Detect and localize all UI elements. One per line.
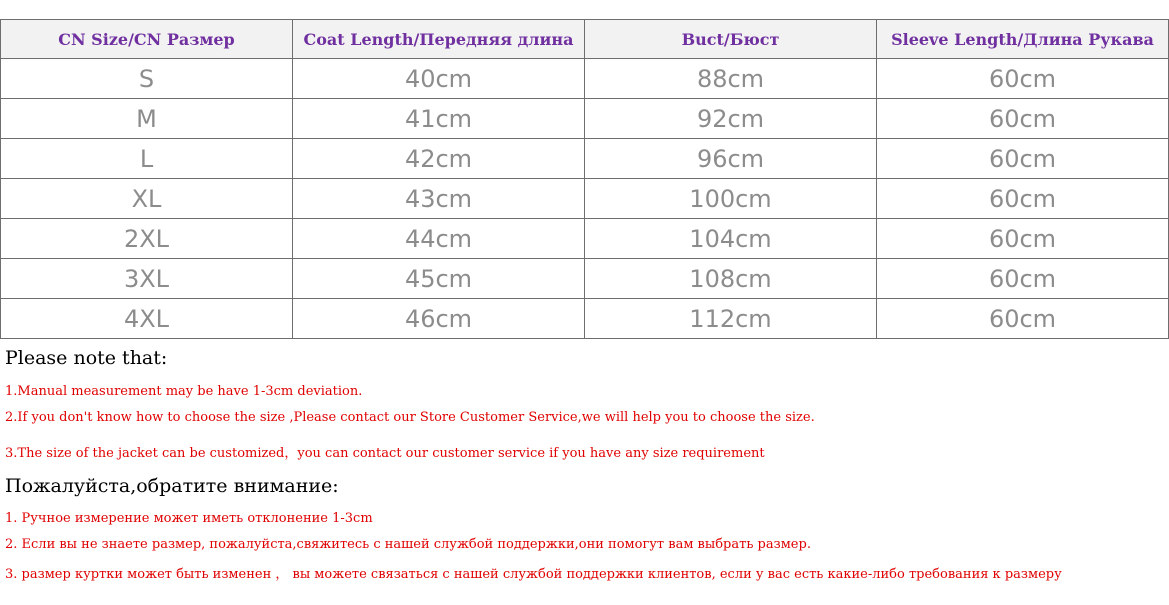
sleeve-length-cell: 60cm — [877, 259, 1169, 299]
bust-cell: 104cm — [585, 219, 877, 259]
table-header-row — [1, 20, 1169, 59]
bust-cell: 88cm — [585, 59, 877, 99]
table-row — [1, 179, 1169, 219]
sleeve-length-cell: 60cm — [877, 219, 1169, 259]
size-cell: 2XL — [1, 219, 293, 259]
size-cell: 3XL — [1, 259, 293, 299]
note-item-russian: 2. Если вы не знаете размер, пожалуйста,свяжитесь с нашей службой поддержки,они помогут вам выбрать размер. — [5, 537, 811, 552]
table-row — [1, 99, 1169, 139]
size-cell: L — [1, 139, 293, 179]
size-cell: 4XL — [1, 299, 293, 339]
sleeve-length-cell: 60cm — [877, 99, 1169, 139]
header-sleeve-length: Sleeve Length/Длина Рукава — [877, 20, 1169, 59]
table-row — [1, 299, 1169, 339]
bust-cell: 112cm — [585, 299, 877, 339]
size-cell: M — [1, 99, 293, 139]
sleeve-length-cell: 60cm — [877, 59, 1169, 99]
size-cell: XL — [1, 179, 293, 219]
bust-cell: 100cm — [585, 179, 877, 219]
coat-length-cell: 46cm — [293, 299, 585, 339]
table-row — [1, 219, 1169, 259]
note-heading-russian: Пожалуйста,обратите внимание: — [5, 475, 339, 497]
size-cell: S — [1, 59, 293, 99]
header-bust: Buct/Бюст — [585, 20, 877, 59]
bust-cell: 96cm — [585, 139, 877, 179]
note-item-english: 2.If you don't know how to choose the size ,Please contact our Store Customer Service,we will help you to choose the size. — [5, 410, 815, 425]
note-item-english: 1.Manual measurement may be have 1-3cm deviation. — [5, 384, 363, 399]
header-coat-length: Coat Length/Передняя длина — [293, 20, 585, 59]
sleeve-length-cell: 60cm — [877, 299, 1169, 339]
table-row — [1, 59, 1169, 99]
sleeve-length-cell: 60cm — [877, 179, 1169, 219]
coat-length-cell: 43cm — [293, 179, 585, 219]
bust-cell: 108cm — [585, 259, 877, 299]
table-row — [1, 259, 1169, 299]
note-item-english: 3.The size of the jacket can be customized，you can contact our customer service if you have any size requirement — [5, 446, 765, 461]
note-heading-english: Please note that: — [5, 347, 168, 369]
header-cn-size: CN Size/CN Размер — [1, 20, 293, 59]
table-row — [1, 139, 1169, 179]
coat-length-cell: 44cm — [293, 219, 585, 259]
coat-length-cell: 40cm — [293, 59, 585, 99]
note-item-russian: 1. Ручное измерение может иметь отклонение 1-3cm — [5, 511, 373, 526]
note-item-russian: 3. размер куртки может быть изменен ， вы можете связаться с нашей службой поддержки клиентов, если у вас есть какие-либо требования к размеру — [5, 567, 1062, 582]
coat-length-cell: 41cm — [293, 99, 585, 139]
coat-length-cell: 42cm — [293, 139, 585, 179]
coat-length-cell: 45cm — [293, 259, 585, 299]
bust-cell: 92cm — [585, 99, 877, 139]
size-chart-table — [0, 19, 1169, 339]
sleeve-length-cell: 60cm — [877, 139, 1169, 179]
